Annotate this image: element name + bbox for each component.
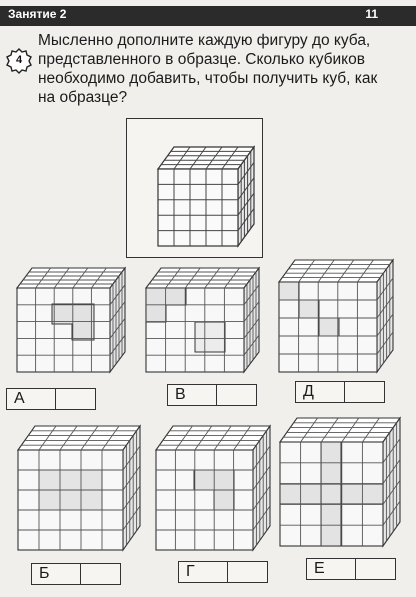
answer-letter: В xyxy=(167,384,217,406)
figure-g-image xyxy=(150,420,276,556)
question-line: Мысленно дополните каждую фигуру до куба, xyxy=(38,32,371,49)
answer-box-d xyxy=(295,381,385,403)
figure-v-image xyxy=(140,262,264,380)
answer-field[interactable] xyxy=(81,563,121,585)
answer-box-g xyxy=(178,561,268,583)
answer-field[interactable] xyxy=(356,558,396,580)
figure-d-image xyxy=(273,254,399,380)
question-line: представленного в образце. Сколько кубиков xyxy=(38,51,365,68)
figure-e-image xyxy=(274,412,406,552)
page-number: 11 xyxy=(365,7,378,21)
answer-field[interactable] xyxy=(345,381,385,403)
answer-box-v xyxy=(167,384,257,406)
question-line: необходимо добавить, чтобы получить куб, как xyxy=(38,70,378,87)
answer-letter: Г xyxy=(178,561,228,583)
header-bar xyxy=(0,6,416,26)
answer-field[interactable] xyxy=(217,384,257,406)
answer-box-b xyxy=(31,563,121,585)
answer-box-a xyxy=(6,388,96,410)
sample-cube-image xyxy=(127,119,264,259)
answer-letter: Е xyxy=(306,558,356,580)
answer-field[interactable] xyxy=(56,388,96,410)
answer-box-e xyxy=(306,558,396,580)
task-number-badge-icon xyxy=(6,48,32,74)
answer-letter: Д xyxy=(295,381,345,403)
figure-a-image xyxy=(12,262,130,380)
task-question xyxy=(38,31,410,107)
figure-b-image xyxy=(12,420,146,556)
answer-letter: Б xyxy=(31,563,81,585)
task-number: 4 xyxy=(15,54,23,66)
sample-cube-frame xyxy=(126,118,263,258)
lesson-label: Занятие 2 xyxy=(8,7,67,21)
question-line: на образце? xyxy=(38,89,128,106)
answer-field[interactable] xyxy=(228,561,268,583)
answer-letter: А xyxy=(6,388,56,410)
